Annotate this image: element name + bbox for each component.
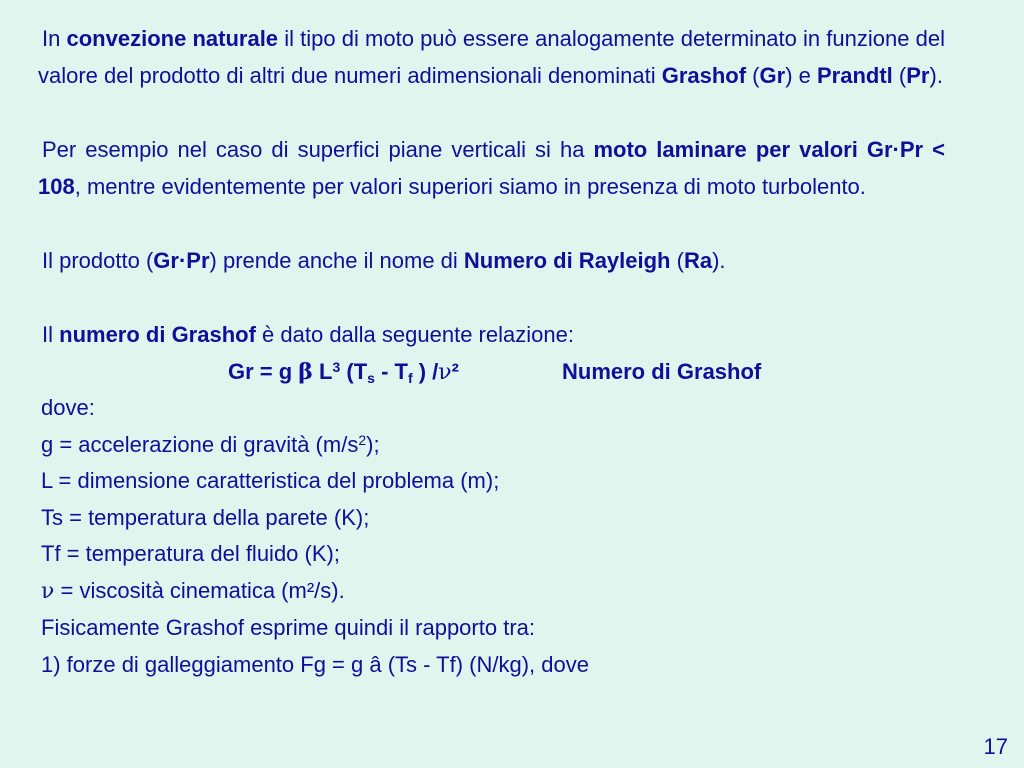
bold-text: moto laminare per valori Gr·Pr < 108 [38,137,945,199]
formula-part: L [312,359,333,384]
formula-part: (T [340,359,368,384]
formula-part: ) / [412,359,439,384]
bold-text: Numero di Rayleigh [463,248,671,273]
formula-part: Gr = g [228,359,299,384]
definition-dove: dove: [41,395,95,420]
text: In [42,26,67,51]
bold-text: Ra [683,248,713,273]
definition-g [38,427,945,464]
text: ( [892,63,907,88]
bold-text: Prandtl [817,63,893,88]
text: , mentre evidentemente per valori superiori siamo in presenza di moto turbolento. [74,174,866,199]
exponent: 3 [332,359,341,375]
definition-nu [38,573,945,611]
bold-text: Gr·Pr [153,248,210,273]
text: ( [670,248,684,273]
nu-symbol: ν [41,578,55,604]
text: è dato dalla seguente relazione: [255,322,574,347]
bold-text: Grashof [661,63,747,88]
paragraph-grashof-intro [38,316,945,353]
physical-meaning: Fisicamente Grashof esprime quindi il rapporto tra: [41,615,535,640]
definition-L: L = dimensione caratteristica del problema (m); [41,468,500,493]
spacer [38,205,945,242]
exponent: 2 [358,431,367,448]
text: il tipo di moto può essere analogamente determinato in funzione del valore del prodotto di altri due numeri adimensionali denominati [38,26,945,88]
text: Il prodotto ( [42,248,154,273]
text: g = accelerazione di gravità (m/s [41,431,359,457]
subscript: s [367,370,375,386]
formula-label: Numero di Grashof [562,359,762,384]
text: ); [366,431,380,457]
bold-text: Pr [906,63,930,88]
text: ) e [785,63,817,88]
formula-row [38,353,945,390]
paragraph-laminar-flow [38,131,945,205]
bold-text: Gr [759,63,786,88]
text: ) prende anche il nome di [209,248,464,273]
text: ). [712,248,726,273]
beta-symbol: β [298,359,313,385]
paragraph-rayleigh [38,242,945,279]
list-item-buoyancy: 1) forze di galleggiamento Fg = g â (Ts - Tf) (N/kg), dove [41,651,589,677]
nu-symbol: ν [438,360,452,385]
definition-Tf: Tf = temperatura del fluido (K); [41,541,340,566]
text: = viscosità cinematica (m²/s). [54,577,345,603]
definition-Ts: Ts = temperatura della parete (K); [41,504,370,530]
page-number: 17 [983,734,1008,759]
text: ( [746,63,760,88]
text: Il [42,322,60,347]
subscript: f [407,370,413,386]
bold-text: numero di Grashof [59,322,256,347]
formula-part: - T [374,359,408,384]
slide-content [38,20,945,683]
text: Per esempio nel caso di superfici piane verticali si ha [42,137,594,162]
grashof-formula [228,353,459,391]
formula-part: ² [451,359,459,384]
spacer [38,279,945,316]
paragraph-natural-convection [38,20,945,94]
spacer [38,94,945,131]
bold-text: convezione naturale [66,26,279,51]
text: ). [929,63,943,88]
